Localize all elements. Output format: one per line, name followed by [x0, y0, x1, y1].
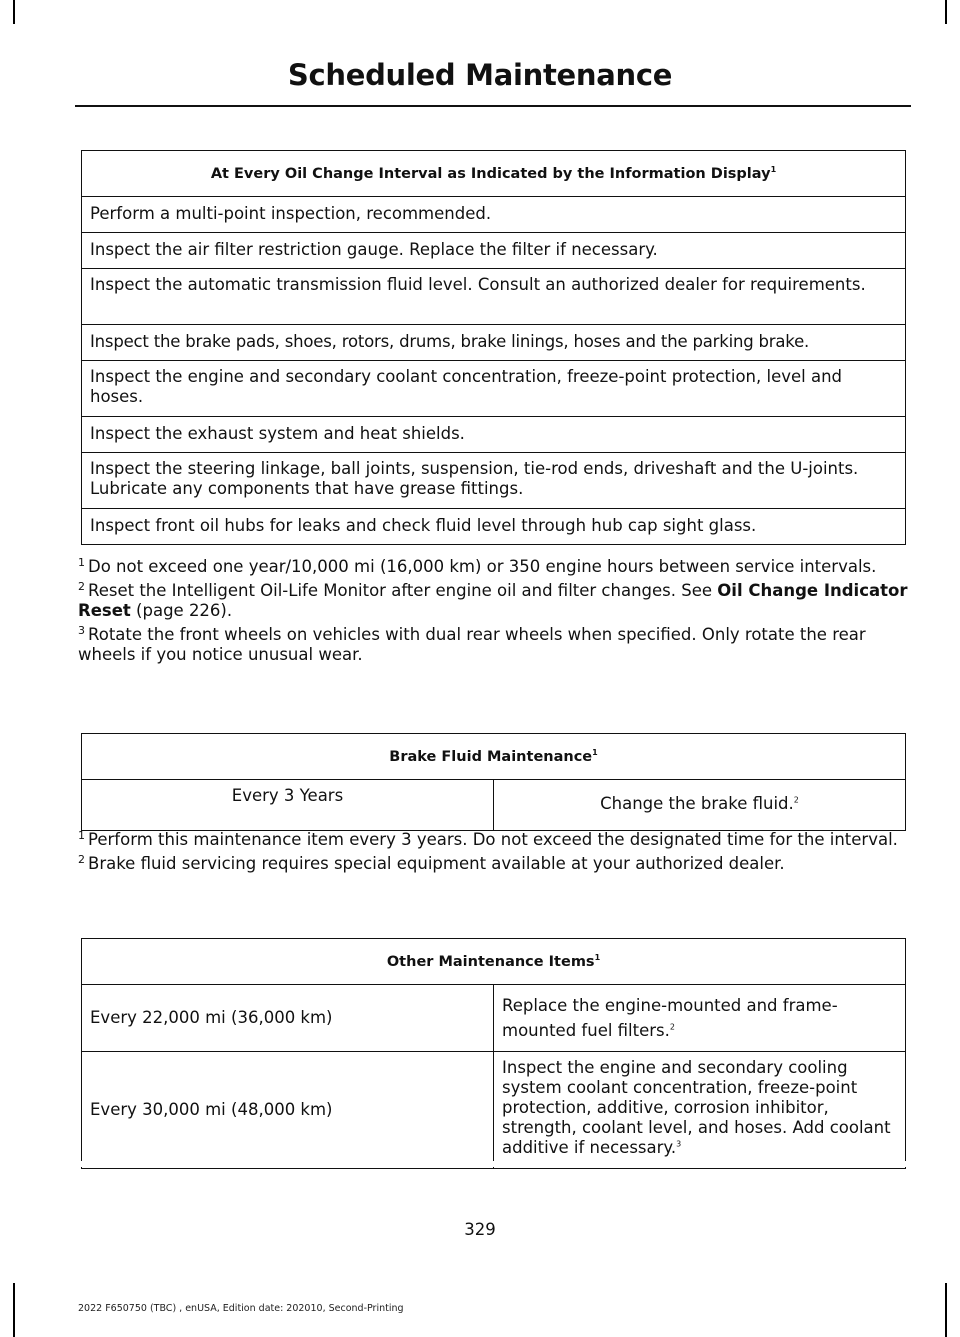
footnote: $^2$ Reset the Intelligent Oil-Life Monitor after engine oil and filter changes. See Oil Change Indicator Reset (page 226).	[78, 579, 908, 620]
title-divider	[75, 105, 911, 107]
brake-fluid-table	[81, 733, 906, 831]
other-table-heading: Other Maintenance Items$^1$	[82, 939, 906, 985]
table-row: Perform a multi-point inspection, recommended.	[82, 197, 906, 233]
page-number: 329	[464, 1220, 496, 1239]
table-row: Inspect the air filter restriction gauge. Replace the filter if necessary.	[82, 233, 906, 269]
table-row: Inspect the exhaust system and heat shields.	[82, 417, 906, 453]
table-row	[82, 780, 906, 831]
footer-edition: 2022 F650750 (TBC) , enUSA, Edition date: 202010, Second-Printing	[78, 1303, 404, 1314]
table-row: Inspect front oil hubs for leaks and check fluid level through hub cap sight glass.	[82, 509, 906, 545]
oil-change-indicator-reset-link[interactable]: Oil Change Indicator Reset	[78, 581, 908, 620]
brake-table-heading: Brake Fluid Maintenance$^1$	[82, 734, 906, 780]
interval-cell: Every 22,000 mi (36,000 km)	[82, 985, 494, 1052]
oil-change-table	[81, 150, 906, 545]
page-title: Scheduled Maintenance	[287, 58, 673, 92]
action-cell: Replace the engine-mounted and frame-mounted fuel filters.$^2$	[494, 985, 906, 1052]
table-continuation-mask	[80, 1161, 910, 1167]
table-row: Inspect the engine and secondary coolant concentration, freeze-point protection, level and hoses.	[82, 361, 906, 417]
footnote: $^1$ Do not exceed one year/10,000 mi (16,000 km) or 350 engine hours between service intervals.	[78, 555, 877, 576]
brake-action-cell: Change the brake fluid.$^2$	[494, 780, 906, 831]
table-row: Inspect the brake pads, shoes, rotors, drums, brake linings, hoses and the parking brake.	[82, 325, 906, 361]
table-row	[82, 985, 906, 1052]
footnote: $^1$ Perform this maintenance item every 3 years. Do not exceed the designated time for the interval.	[78, 828, 898, 849]
crop-mark-bottom-right	[945, 1283, 947, 1337]
crop-mark-top-right	[945, 0, 947, 24]
crop-mark-bottom-left	[13, 1283, 15, 1337]
interval-cell: Every 30,000 mi (48,000 km)	[82, 1052, 494, 1169]
table-header-row	[82, 734, 906, 780]
oil-table-footnotes	[78, 557, 908, 669]
table-row: Inspect the steering linkage, ball joints, suspension, tie-rod ends, driveshaft and the U-joints. Lubricate any components that have grease fittings.	[82, 453, 906, 509]
crop-mark-top-left	[13, 0, 15, 24]
oil-table-heading: At Every Oil Change Interval as Indicated by the Information Display$^1$	[82, 151, 906, 197]
other-maintenance-table	[81, 938, 906, 1169]
table-row	[82, 1052, 906, 1169]
brake-table-footnotes	[78, 830, 908, 878]
table-row: Inspect the automatic transmission fluid level. Consult an authorized dealer for requirements.	[82, 269, 906, 325]
footnote: $^3$ Rotate the front wheels on vehicles with dual rear wheels when specified. Only rotate the rear wheels if you notice unusual wear.	[78, 623, 866, 664]
footnote: $^2$ Brake fluid servicing requires special equipment available at your authorized dealer.	[78, 852, 785, 873]
action-cell: Inspect the engine and secondary cooling system coolant concentration, freeze-point protection, additive, corrosion inhibitor, strength, coolant level, and hoses. Add coolant additive if necessary.$^3$	[494, 1052, 906, 1169]
table-header-row	[82, 939, 906, 985]
table-header-row	[82, 151, 906, 197]
brake-interval-cell: Every 3 Years	[82, 780, 494, 831]
